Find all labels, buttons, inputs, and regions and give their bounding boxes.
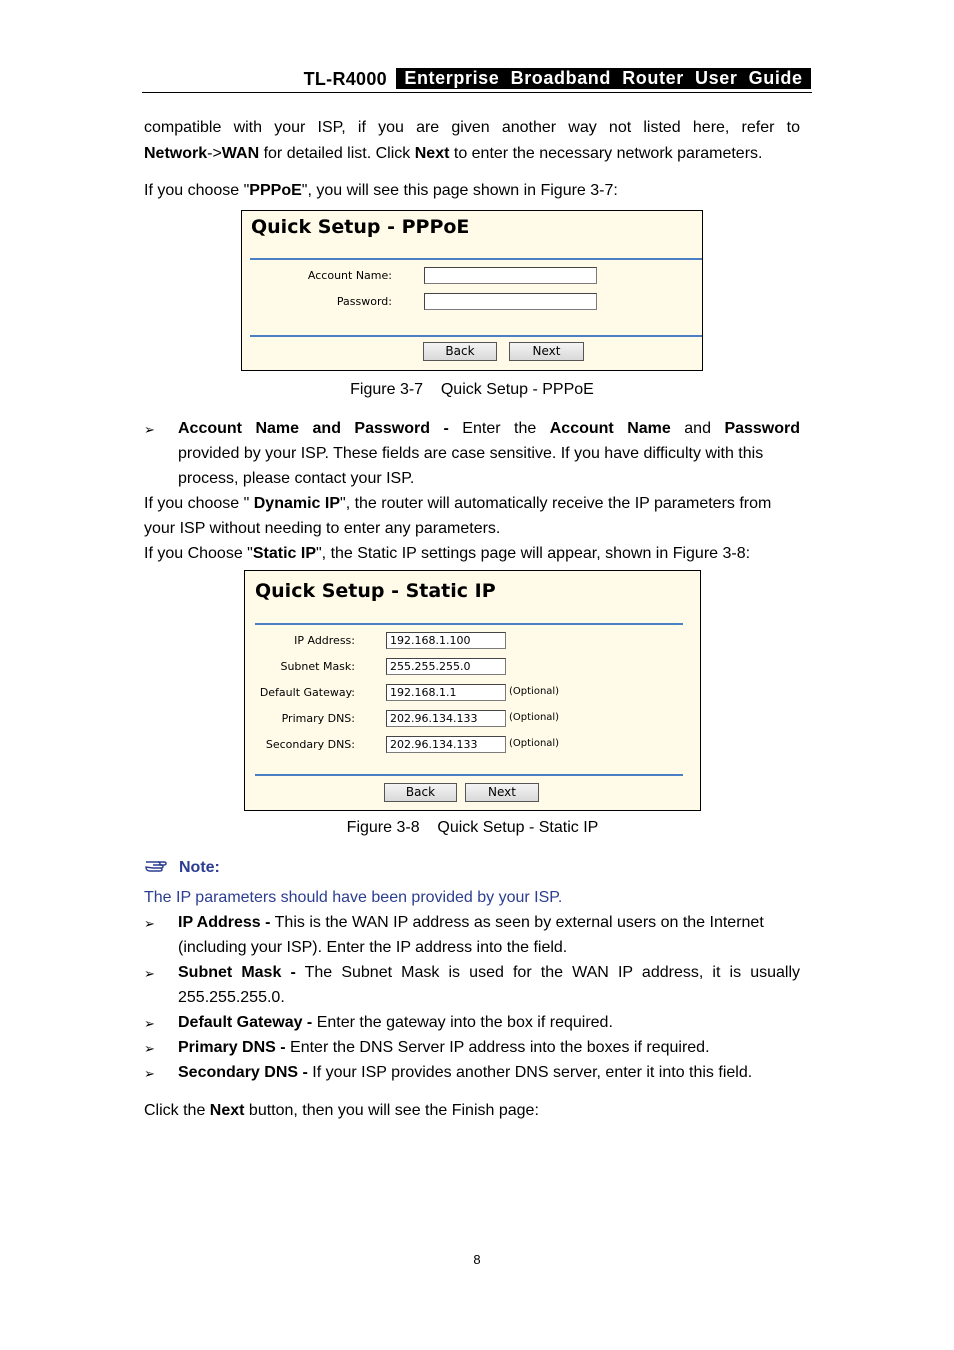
bold-network: Network	[144, 145, 208, 162]
dynamic-ip-line-1: If you choose " Dynamic IP", the router will automatically receive the IP parameters from	[144, 495, 772, 512]
bold-next: Next	[209, 1102, 245, 1119]
panel-divider	[255, 623, 683, 625]
bullet-marker: ➢	[144, 966, 155, 981]
next-button[interactable]: Next	[465, 783, 539, 802]
subnet-mask-bullet: Subnet Mask - The Subnet Mask is used for the WAN IP address, it is usually	[178, 964, 801, 981]
bullet-marker: ➢	[144, 1041, 155, 1056]
pppoe-setup-panel	[241, 210, 703, 371]
account-name-input[interactable]	[424, 267, 597, 284]
model-name: TL-R4000	[303, 69, 387, 89]
note-label: Note:	[179, 859, 220, 876]
ip-address-label: IP Address:	[294, 634, 355, 647]
primary-dns-label: Primary DNS:	[281, 712, 355, 725]
panel-divider	[250, 258, 702, 260]
next-button[interactable]: Next	[509, 342, 584, 361]
dynamic-ip-line-2: your ISP without needing to enter any parameters.	[144, 520, 501, 537]
secondary-dns-label: Secondary DNS:	[265, 738, 355, 751]
figure-caption: Figure 3-7 Quick Setup - PPPoE	[350, 381, 594, 398]
static-panel-title: Quick Setup - Static IP	[255, 580, 496, 602]
password-input[interactable]	[424, 293, 597, 310]
account-name-label: Account Name:	[307, 269, 392, 282]
account-bullet-line-3: process, please contact your ISP.	[178, 470, 415, 487]
secondary-dns-input[interactable]	[386, 736, 506, 753]
back-button[interactable]: Back	[384, 783, 457, 802]
subnet-mask-bullet-line-2: 255.255.255.0.	[178, 989, 285, 1006]
ip-address-input[interactable]	[386, 632, 506, 649]
ip-address-bullet-line-2: (including your ISP). Enter the IP address into the field.	[178, 939, 568, 956]
bold-static-ip: Static IP	[252, 545, 316, 562]
bold-wan: WAN	[221, 145, 260, 162]
back-button[interactable]: Back	[423, 342, 497, 361]
panel-divider	[255, 774, 683, 776]
bullet-marker: ➢	[144, 1016, 155, 1031]
primary-dns-bullet: Primary DNS - Enter the DNS Server IP address into the boxes if required.	[178, 1039, 710, 1056]
guide-title: Enterprise Broadband Router User Guide	[396, 68, 811, 89]
panel-divider	[250, 335, 702, 337]
optional-hint: (Optional)	[509, 738, 560, 749]
intro-line-2: Network->WAN for detailed list. Click Next to enter the necessary network parameters.	[144, 145, 763, 162]
page-header	[142, 68, 812, 93]
static-ip-setup-panel	[244, 570, 701, 811]
page-number: 8	[473, 1252, 481, 1267]
primary-dns-input[interactable]	[386, 710, 506, 727]
account-bullet-line-1: Account Name and Password - Enter the Account Name and Password	[178, 420, 801, 437]
account-bullet-line-2: provided by your ISP. These fields are case sensitive. If you have difficulty with this	[178, 445, 764, 462]
pppoe-panel-title: Quick Setup - PPPoE	[251, 216, 470, 238]
subnet-mask-input[interactable]	[386, 658, 506, 675]
figure-caption: Figure 3-8 Quick Setup - Static IP	[346, 819, 599, 836]
optional-hint: (Optional)	[509, 686, 560, 697]
pppoe-intro: If you choose "PPPoE", you will see this page shown in Figure 3-7:	[144, 182, 618, 199]
secondary-dns-bullet: Secondary DNS - If your ISP provides another DNS server, enter it into this field.	[178, 1064, 753, 1081]
static-ip-intro: If you Choose "Static IP", the Static IP settings page will appear, shown in Figure 3-8:	[144, 545, 751, 562]
ip-address-bullet: IP Address - This is the WAN IP address as seen by external users on the Internet	[178, 914, 764, 931]
default-gateway-bullet: Default Gateway - Enter the gateway into the box if required.	[178, 1014, 613, 1031]
closing-paragraph: Click the Next button, then you will see the Finish page:	[144, 1102, 539, 1119]
default-gateway-input[interactable]	[386, 684, 506, 701]
default-gateway-label: Default Gateway:	[259, 686, 355, 699]
bullet-marker: ➢	[144, 916, 155, 931]
bold-pppoe: PPPoE	[249, 182, 302, 199]
bullet-marker: ➢	[144, 1066, 155, 1081]
pointing-hand-icon	[144, 856, 168, 874]
bold-dynamic-ip: Dynamic IP	[253, 495, 341, 512]
password-label: Password:	[336, 295, 392, 308]
bold-next: Next	[414, 145, 450, 162]
optional-hint: (Optional)	[509, 712, 560, 723]
bullet-marker: ➢	[144, 422, 155, 437]
subnet-mask-label: Subnet Mask:	[280, 660, 355, 673]
note-text: The IP parameters should have been provided by your ISP.	[144, 889, 563, 906]
intro-line-1: compatible with your ISP, if you are given another way not listed here, refer to	[144, 119, 800, 136]
